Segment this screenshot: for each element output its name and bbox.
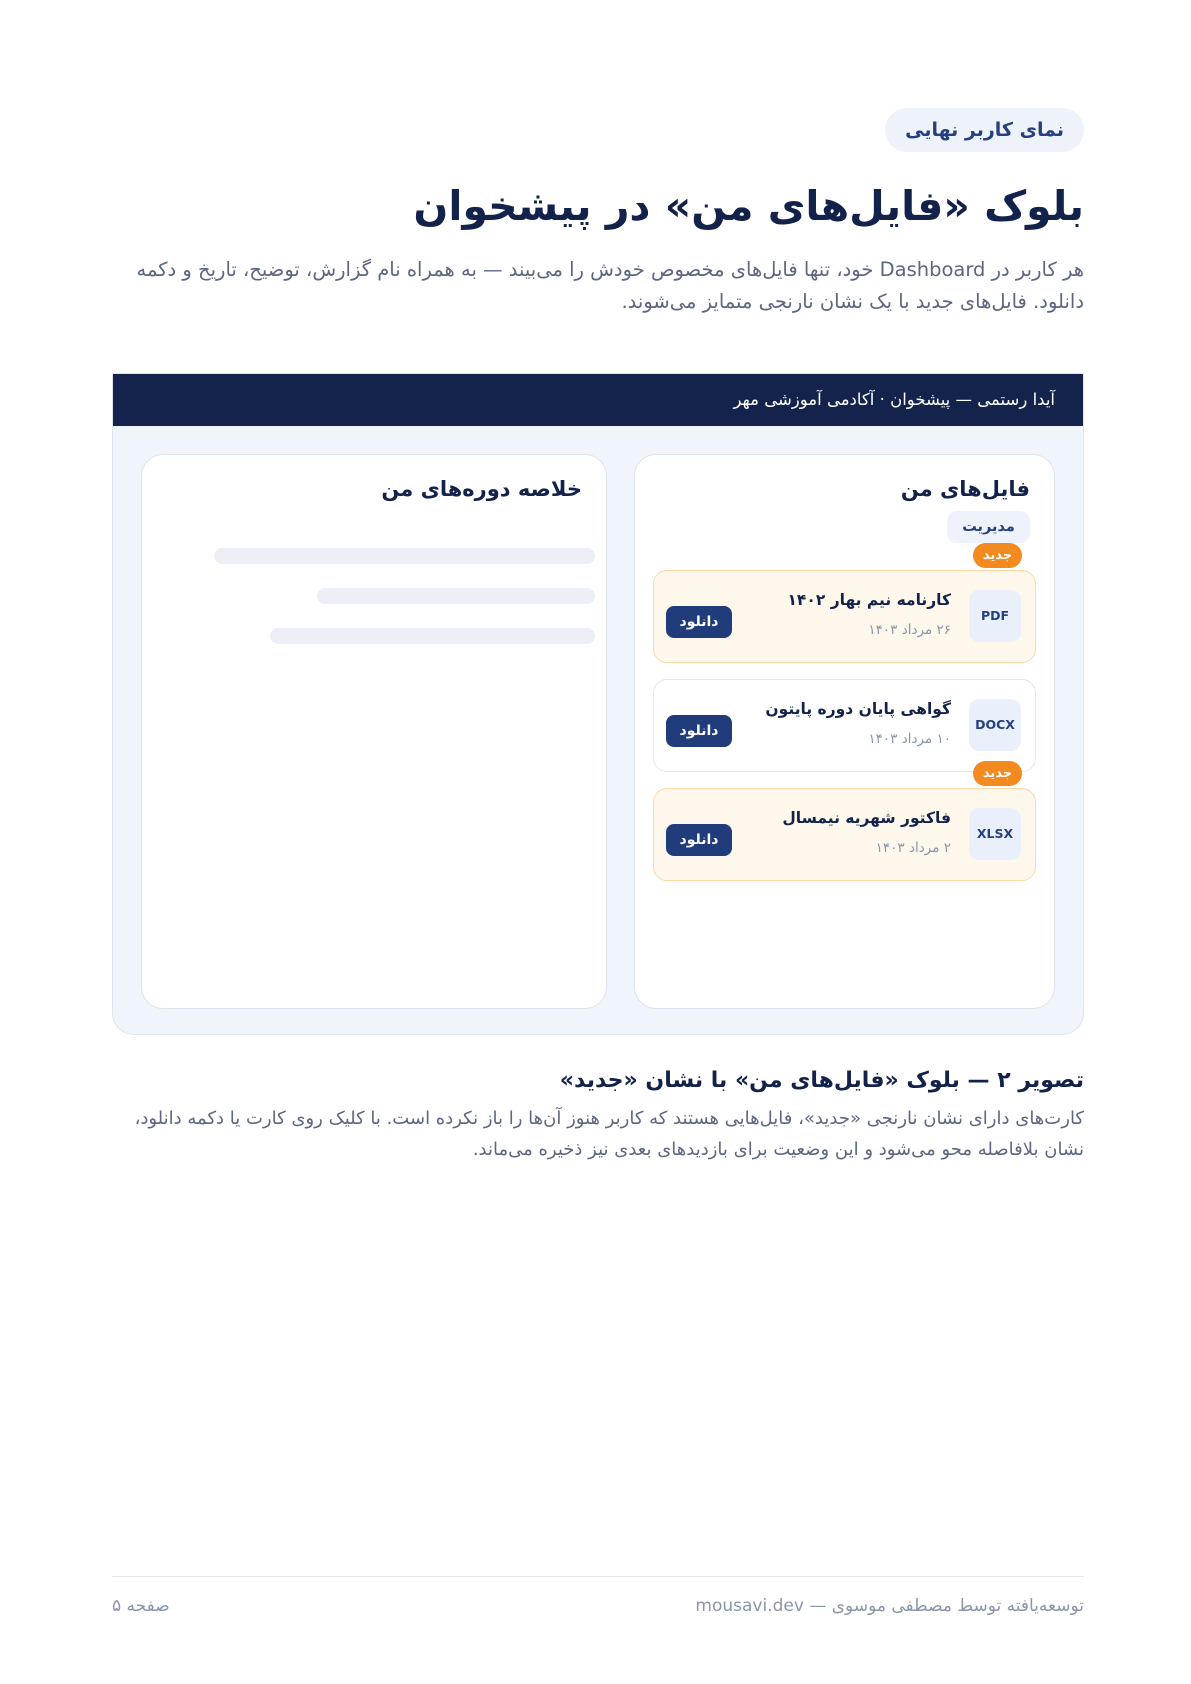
footer-credit: توسعه‌یافته توسط مصطفی موسوی — mousavi.dev: [695, 1596, 1084, 1616]
file-type-icon: DOCX: [969, 699, 1021, 751]
figure-caption: کارت‌های دارای نشان نارنجی «جدید»، فایل‌هایی هستند که کاربر هنوز آن‌ها را باز نکرده است. با کلیک روی کارت یا دکمه دانلود، نشان بلافاصله محو می‌شود و این وضعیت برای بازدیدهای بعدی نیز ذخیره می‌ماند.: [134, 1108, 1084, 1160]
file-name: گواهی پایان دوره پایتون: [765, 700, 951, 718]
course-summary-title: خلاصه دوره‌های من: [381, 477, 582, 501]
file-date: ۱۰ مرداد ۱۴۰۳: [868, 731, 951, 747]
file-name: فاکتور شهریه نیمسال: [782, 809, 951, 827]
file-date: ۲ مرداد ۱۴۰۳: [875, 840, 951, 856]
figure-title: تصویر ۲ — بلوک «فایل‌های من» با نشان «جدید»: [559, 1068, 1084, 1093]
new-badge: جدید: [973, 543, 1022, 568]
footer-divider: [112, 1576, 1084, 1577]
skeleton-line: [317, 588, 595, 604]
section-pill: نمای کاربر نهایی: [885, 108, 1084, 152]
page-title: بلوک «فایل‌های من» در پیشخوان: [413, 182, 1084, 230]
dashboard-header: آیدا رستمی — پیشخوان · آکادمی آموزشی مهر: [113, 374, 1083, 426]
download-button[interactable]: دانلود: [666, 715, 732, 747]
file-type-icon: XLSX: [969, 808, 1021, 860]
intro-paragraph: هر کاربر در Dashboard خود، تنها فایل‌های مخصوص خودش را می‌بیند — به همراه نام گزارش، توضیح، تاریخ و دکمه دانلود. فایل‌های جدید با یک نشان نارنجی متمایز می‌شوند.: [136, 258, 1084, 313]
file-name: کارنامه نیم بهار ۱۴۰۲: [787, 591, 951, 609]
course-summary-card: [141, 454, 607, 1009]
file-row[interactable]: [653, 679, 1036, 772]
file-date: ۲۶ مرداد ۱۴۰۳: [868, 622, 951, 638]
download-button[interactable]: دانلود: [666, 606, 732, 638]
my-files-title: فایل‌های من: [900, 477, 1030, 501]
skeleton-line: [214, 548, 595, 564]
new-badge: جدید: [973, 761, 1022, 786]
dashboard-mockup: [112, 373, 1084, 1035]
download-button[interactable]: دانلود: [666, 824, 732, 856]
file-row[interactable]: [653, 788, 1036, 881]
skeleton-line: [270, 628, 595, 644]
file-row[interactable]: [653, 570, 1036, 663]
manage-button[interactable]: مدیریت: [947, 511, 1030, 543]
document-page: [112, 0, 1084, 1684]
page-number: صفحه ۵: [112, 1596, 170, 1616]
file-type-icon: PDF: [969, 590, 1021, 642]
my-files-card: [634, 454, 1055, 1009]
